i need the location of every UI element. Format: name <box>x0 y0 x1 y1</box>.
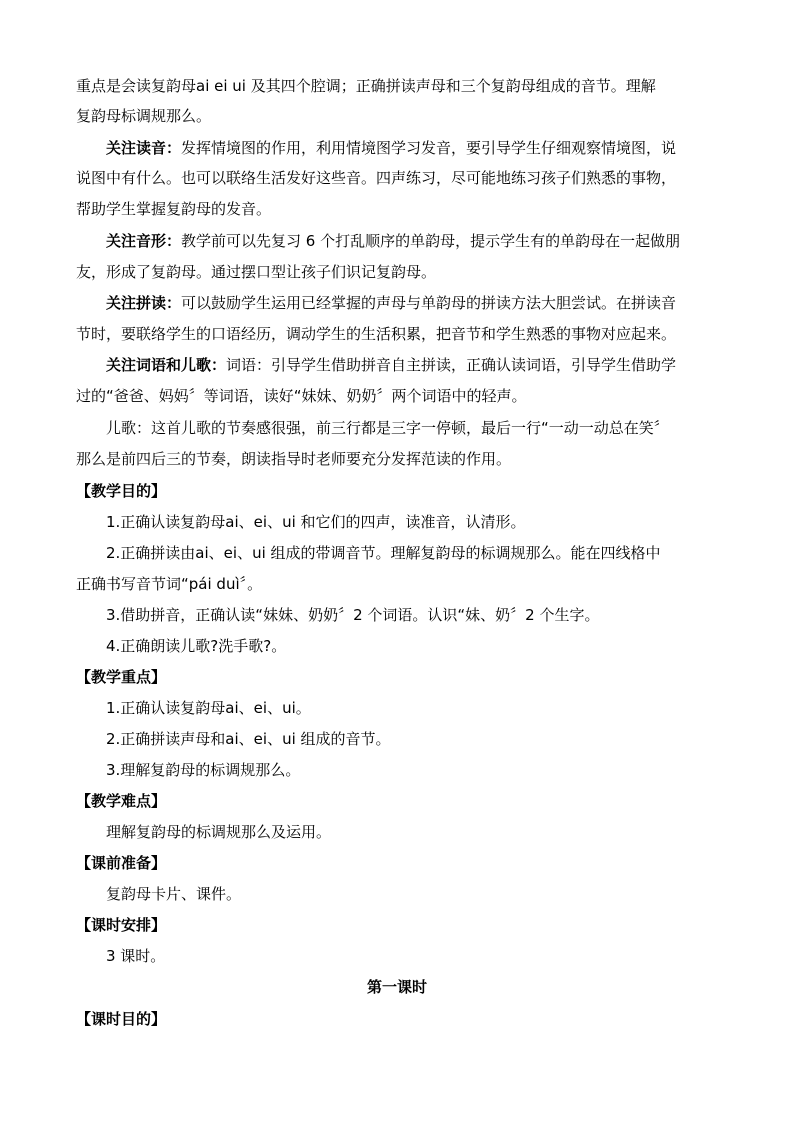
rhyme-line-2: 那么是前四后三的节奏，朗读指导时老师要充分发挥范读的作用。 <box>76 450 512 468</box>
lesson-1-title: 第一课时 <box>366 978 427 996</box>
intro-line-1: 重点是会读复韵母ai ei ui 及其四个腔调；正确拼读声母和三个复韵母组成的音节。理解 <box>76 77 656 95</box>
focus-sound-label: 关注读音： <box>106 139 182 157</box>
goal-item-4: 4.正确朗读儿歌?洗手歌?。 <box>106 637 287 655</box>
focus-words-line-1: 词语：引导学生借助拼音自主拼读，正确认读词语，引导学生借助学 <box>226 356 677 374</box>
keys-heading: 【教学重点】 <box>76 668 167 686</box>
difficulty-text: 理解复韵母的标调规那么及运用。 <box>106 823 332 841</box>
schedule-heading: 【课时安排】 <box>76 916 167 934</box>
focus-shape-paragraph <box>106 231 680 251</box>
focus-spell-line-1: 可以鼓励学生运用已经掌握的声母与单韵母的拼读方法大胆尝试。在拼读音 <box>181 294 677 312</box>
focus-spell-label: 关注拼读： <box>106 294 182 312</box>
goal-item-2: 2.正确拼读由ai、ei、ui 组成的带调音节。理解复韵母的标调规那么。能在四线格中 <box>106 544 661 562</box>
focus-shape-line-2: 友，形成了复韵母。通过摆口型让孩子们识记复韵母。 <box>76 263 437 281</box>
goal-item-1: 1.正确认读复韵母ai、ei、ui 和它们的四声，读准音，认清形。 <box>106 513 526 531</box>
key-item-3: 3.理解复韵母的标调规那么。 <box>106 761 301 779</box>
focus-shape-label: 关注音形： <box>106 232 182 250</box>
focus-words-line-2: 过的“爸爸、妈妈〞等词语，读好“妹妹、奶奶〞两个词语中的轻声。 <box>76 387 527 405</box>
intro-line-2: 复韵母标调规那么。 <box>76 107 212 125</box>
rhyme-line-1: 儿歌：这首儿歌的节奏感很强，前三行都是三字一停顿，最后一行“一动一动总在笑〞 <box>106 419 669 437</box>
prep-text: 复韵母卡片、课件。 <box>106 885 242 903</box>
focus-sound-line-1: 发挥情境图的作用，利用情境图学习发音，要引导学生仔细观察情境图，说 <box>181 139 677 157</box>
goals-heading: 【教学目的】 <box>76 482 167 500</box>
focus-sound-paragraph <box>106 138 676 158</box>
goal-item-3: 3.借助拼音，正确认读“妹妹、奶奶〞2 个词语。认识“妹、奶〞2 个生字。 <box>106 606 600 624</box>
key-item-1: 1.正确认读复韵母ai、ei、ui。 <box>106 699 311 717</box>
schedule-text: 3 课时。 <box>106 947 166 965</box>
key-item-2: 2.正确拼读声母和ai、ei、ui 组成的音节。 <box>106 730 391 748</box>
focus-sound-line-2: 说图中有什么。也可以联络生活发好这些音。四声练习，尽可能地练习孩子们熟悉的事物， <box>76 169 677 187</box>
goal-item-2-continued: 正确书写音节词“pái duì〞。 <box>76 575 263 593</box>
focus-shape-line-1: 教学前可以先复习 6 个打乱顺序的单韵母，提示学生有的单韵母在一起做朋 <box>181 232 681 250</box>
prep-heading: 【课前准备】 <box>76 854 167 872</box>
lesson-goal-heading: 【课时目的】 <box>76 1010 167 1028</box>
focus-sound-line-3: 帮助学生掌握复韵母的发音。 <box>76 200 272 218</box>
difficulty-heading: 【教学难点】 <box>76 792 167 810</box>
focus-spell-line-2: 节时，要联络学生的口语经历，调动学生的生活积累，把音节和学生熟悉的事物对应起来。 <box>76 325 677 343</box>
focus-spell-paragraph <box>106 293 676 313</box>
focus-words-paragraph <box>106 355 676 375</box>
focus-words-label: 关注词语和儿歌： <box>106 356 227 374</box>
